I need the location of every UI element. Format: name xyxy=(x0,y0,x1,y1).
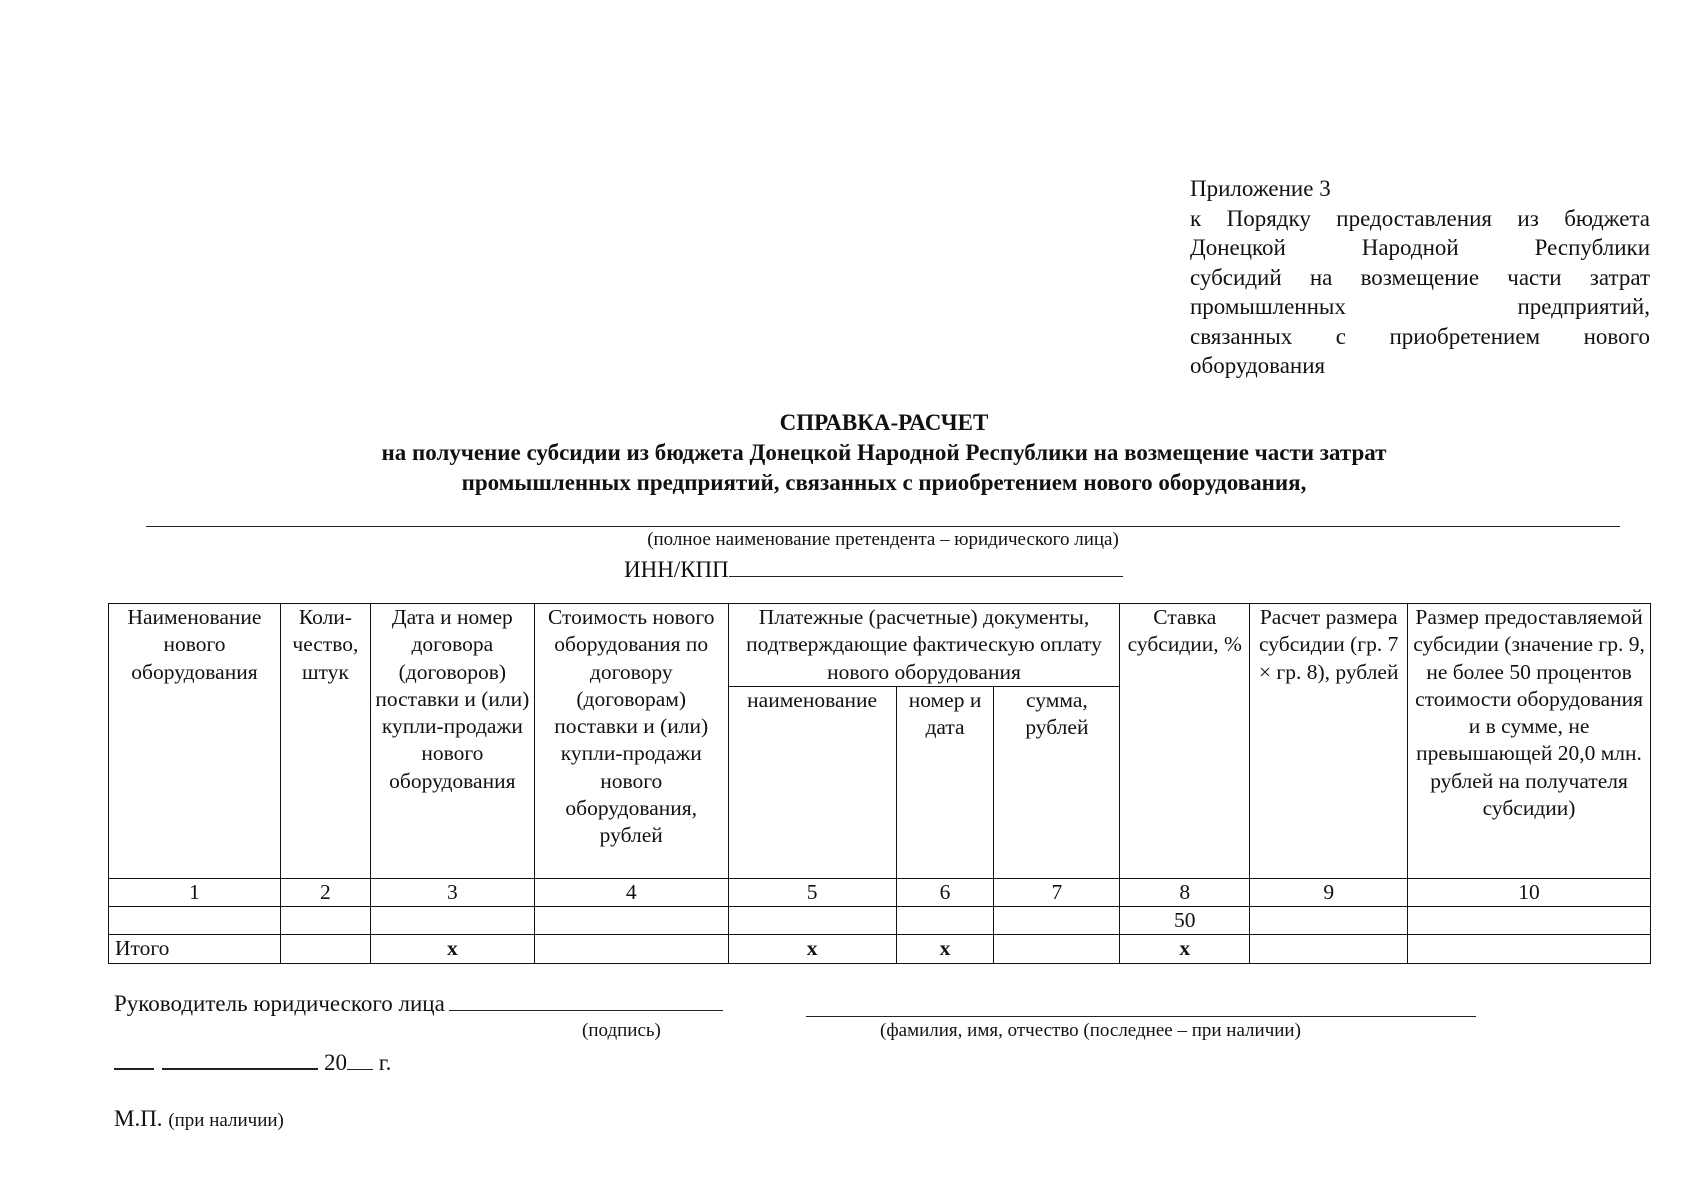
table-row xyxy=(109,907,1651,935)
month-field[interactable] xyxy=(162,1046,318,1070)
header-calculation: Расчет размера субсидии (гр. 7 × гр. 8), рублей xyxy=(1250,604,1408,879)
table-cell[interactable] xyxy=(728,907,896,935)
column-number: 4 xyxy=(534,878,728,906)
inn-kpp xyxy=(624,554,1123,583)
full-name-caption: (фамилия, имя, отчество (последнее – при наличии) xyxy=(880,1020,1301,1041)
appendix-text-line: оборудования xyxy=(1190,353,1326,378)
applicant-name-caption: (полное наименование претендента – юридического лица) xyxy=(647,529,1119,550)
rate-cell: 50 xyxy=(1120,907,1250,935)
appendix-text-line: субсидий на возмещение части затрат xyxy=(1190,264,1650,290)
table-cell[interactable] xyxy=(994,935,1120,963)
inn-kpp-field[interactable] xyxy=(729,554,1123,577)
table-cell[interactable] xyxy=(1250,935,1408,963)
column-number: 2 xyxy=(280,878,370,906)
applicant-name-field[interactable] xyxy=(146,526,1620,527)
signature-label: Руководитель юридического лица xyxy=(114,991,445,1016)
column-number: 5 xyxy=(728,878,896,906)
header-cost: Стоимость нового оборудования по договору (договорам) поставки и (или) купли-продажи нового оборудования, рублей xyxy=(534,604,728,879)
stamp-label: М.П. xyxy=(114,1106,163,1131)
year-field[interactable] xyxy=(347,1047,373,1070)
column-numbers-row xyxy=(109,878,1651,906)
header-equipment-name: Наименование нового оборудования xyxy=(109,604,281,879)
table-cell[interactable] xyxy=(1408,935,1651,963)
appendix-text-line: промышленных предприятий, xyxy=(1190,294,1650,319)
column-number: 1 xyxy=(109,878,281,906)
table-cell[interactable] xyxy=(534,935,728,963)
year-suffix: г. xyxy=(373,1050,392,1075)
column-number: 9 xyxy=(1250,878,1408,906)
year-prefix: 20 xyxy=(324,1050,347,1075)
total-cross-cell: х xyxy=(1120,935,1250,963)
appendix-text-line: к Порядку предоставления из бюджета xyxy=(1190,205,1650,231)
total-cross-cell: х xyxy=(728,935,896,963)
stamp-note: (при наличии) xyxy=(168,1110,284,1131)
signature-field[interactable] xyxy=(449,988,723,1011)
appendix-number: Приложение 3 xyxy=(1190,176,1331,201)
date-line xyxy=(114,1046,391,1076)
total-cross-cell: х xyxy=(896,935,994,963)
title-line: промышленных предприятий, связанных с приобретением нового оборудования, xyxy=(461,470,1307,495)
table-cell[interactable] xyxy=(370,907,534,935)
full-name-field[interactable] xyxy=(806,1016,1476,1017)
title-line: на получение субсидии из бюджета Донецкой Народной Республики на возмещение части затрат xyxy=(381,440,1387,465)
column-number: 6 xyxy=(896,878,994,906)
signature-line xyxy=(114,988,723,1017)
appendix-text-line: связанных с приобретением нового xyxy=(1190,323,1650,349)
header-doc-sum: сумма, рублей xyxy=(994,686,1120,878)
header-rate: Ставка субсидии, % xyxy=(1120,604,1250,879)
header-payment-docs: Платежные (расчетные) документы, подтверждающие фактическую оплату нового оборудования xyxy=(728,604,1120,687)
table-cell[interactable] xyxy=(1250,907,1408,935)
inn-kpp-label: ИНН/КПП xyxy=(624,557,729,582)
calculation-table xyxy=(108,603,1651,964)
table-cell[interactable] xyxy=(994,907,1120,935)
column-number: 3 xyxy=(370,878,534,906)
table-cell[interactable] xyxy=(109,907,281,935)
day-field[interactable] xyxy=(114,1046,154,1070)
column-number: 8 xyxy=(1120,878,1250,906)
header-doc-name: наименование xyxy=(728,686,896,878)
column-number: 7 xyxy=(994,878,1120,906)
table-cell[interactable] xyxy=(896,907,994,935)
table-cell[interactable] xyxy=(534,907,728,935)
document-title xyxy=(0,408,1697,498)
total-label: Итого xyxy=(109,935,281,963)
table-cell[interactable] xyxy=(280,907,370,935)
header-quantity: Коли-чество, штук xyxy=(280,604,370,879)
column-number: 10 xyxy=(1408,878,1651,906)
total-cross-cell: х xyxy=(370,935,534,963)
table-header-row xyxy=(109,604,1651,687)
signature-caption: (подпись) xyxy=(582,1020,661,1041)
table-cell[interactable] xyxy=(280,935,370,963)
stamp-place xyxy=(114,1106,284,1132)
total-row xyxy=(109,935,1651,963)
header-doc-number-date: номер и дата xyxy=(896,686,994,878)
table-cell[interactable] xyxy=(1408,907,1651,935)
appendix-block xyxy=(1190,174,1650,381)
title-main: СПРАВКА-РАСЧЕТ xyxy=(779,410,989,435)
header-contract: Дата и номер договора (договоров) поставки и (или) купли-продажи нового оборудования xyxy=(370,604,534,879)
header-subsidy-size: Размер предоставляемой субсидии (значение гр. 9, не более 50 процентов стоимости оборудования и в сумме, не превышающей 20,0 млн. рублей на получателя субсидии) xyxy=(1408,604,1651,879)
appendix-text-line: Донецкой Народной Республики xyxy=(1190,235,1650,260)
